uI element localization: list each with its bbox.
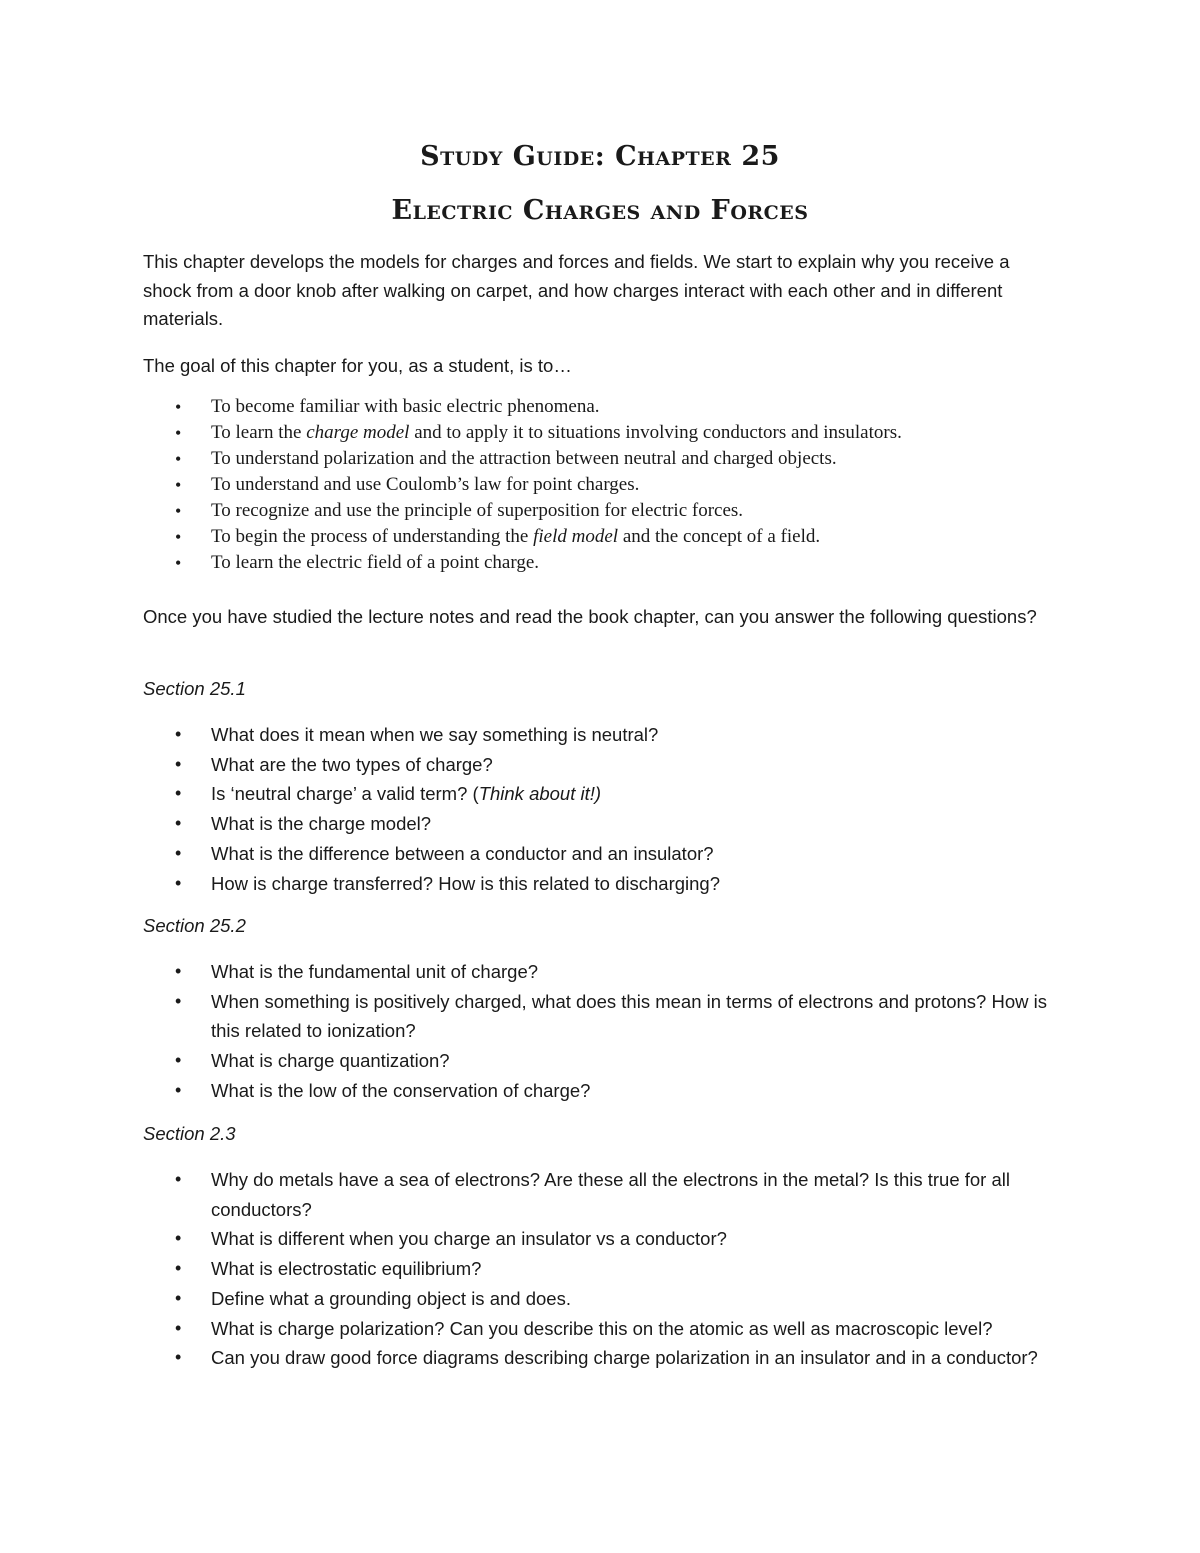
question-item: • When something is positively charged, what does this mean in terms of electrons and protons? How is this related to ionization? (143, 987, 1058, 1046)
goal-item: • To recognize and use the principle of superposition for electric forces. (143, 498, 1058, 524)
goal-item: • To begin the process of understanding the field model and the concept of a field. (143, 524, 1058, 550)
question-item: • Why do metals have a sea of electrons? Are these all the electrons in the metal? Is this true for all conductors? (143, 1165, 1058, 1224)
question-item: • Define what a grounding object is and does. (143, 1284, 1058, 1314)
question-item: • What is charge quantization? (143, 1046, 1058, 1076)
question-item: • Can you draw good force diagrams describing charge polarization in an insulator and in a conductor? (143, 1343, 1058, 1373)
question-list (143, 1165, 1058, 1373)
section-heading: Section 25.1 (143, 678, 246, 699)
goal-item: • To understand polarization and the attraction between neutral and charged objects. (143, 446, 1058, 472)
section-heading: Section 25.2 (143, 915, 246, 936)
question-item: • What does it mean when we say something is neutral? (143, 720, 1058, 750)
goal-lead: The goal of this chapter for you, as a student, is to… (143, 355, 572, 376)
question-item: • What is charge polarization? Can you describe this on the atomic as well as macroscopic level? (143, 1314, 1058, 1344)
question-list (143, 957, 1058, 1106)
question-item: • What is the low of the conservation of charge? (143, 1076, 1058, 1106)
section-heading: Section 2.3 (143, 1123, 236, 1144)
goal-item: • To become familiar with basic electric phenomena. (143, 394, 1058, 420)
question-item: • What is the charge model? (143, 809, 1058, 839)
question-item: • How is charge transferred? How is this related to discharging? (143, 869, 1058, 899)
goal-item: • To learn the charge model and to apply it to situations involving conductors and insulators. (143, 420, 1058, 446)
question-item: • What is electrostatic equilibrium? (143, 1254, 1058, 1284)
goal-item: • To understand and use Coulomb’s law for point charges. (143, 472, 1058, 498)
question-lead: Once you have studied the lecture notes and read the book chapter, can you answer the following questions? (143, 606, 1037, 627)
goal-item: • To learn the electric field of a point charge. (143, 550, 1058, 576)
question-item: • What is the difference between a conductor and an insulator? (143, 839, 1058, 869)
intro-paragraph: This chapter develops the models for charges and forces and fields. We start to explain why you receive a shock from a door knob after walking on carpet, and how charges interact with each other and in different materials. (143, 251, 1010, 329)
goals-list (143, 394, 1058, 576)
question-item: • What is the fundamental unit of charge? (143, 957, 1058, 987)
question-item: • What are the two types of charge? (143, 750, 1058, 780)
question-list (143, 720, 1058, 898)
title-line-1: Study Guide: Chapter 25 (420, 141, 780, 172)
question-item: • What is different when you charge an insulator vs a conductor? (143, 1224, 1058, 1254)
title-line-2: Electric Charges and Forces (391, 195, 809, 226)
question-item: • Is ‘neutral charge’ a valid term? (Think about it!) (143, 779, 1058, 809)
